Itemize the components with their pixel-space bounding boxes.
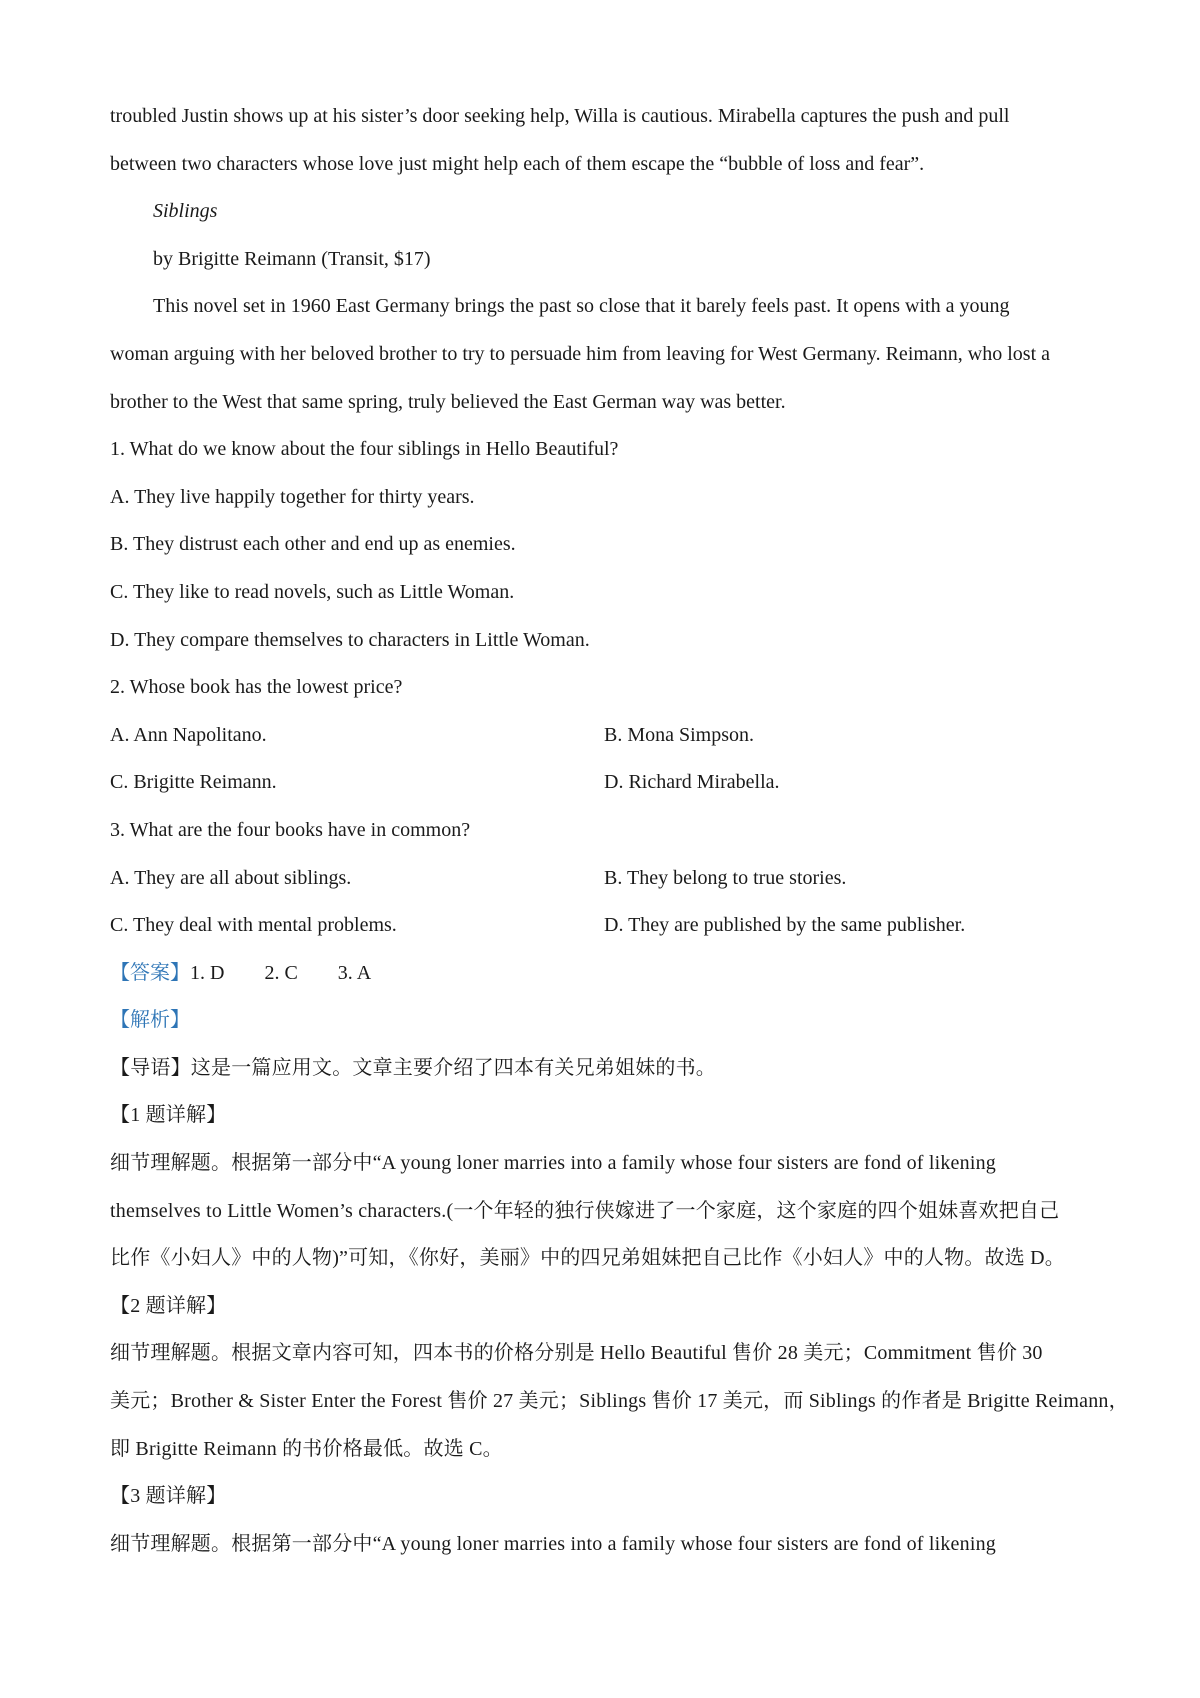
passage-line: between two characters whose love just might help each of them escape the “bubble of loss and fear”. (110, 152, 925, 175)
option-row (110, 759, 1110, 807)
analysis-line: 美元；Brother & Sister Enter the Forest 售价 27 美元；Siblings 售价 17 美元，而 Siblings 的作者是 Brigitte Reimann， (110, 1390, 1129, 1413)
question-option: B. Mona Simpson. (604, 723, 755, 746)
answer-item: 2. C (264, 961, 298, 984)
question-option: B. They belong to true stories. (604, 866, 847, 889)
analysis-line: 细节理解题。根据第一部分中“A young loner marries into a family whose four sisters are fond of likening (110, 1532, 996, 1555)
answer-item: 1. D (190, 961, 225, 984)
question-option: D. They are published by the same publisher. (604, 914, 966, 937)
analysis-line: 细节理解题。根据文章内容可知，四本书的价格分别是 Hello Beautiful 售价 28 美元；Commitment 售价 30 (110, 1342, 1043, 1365)
question-option: D. They compare themselves to characters in Little Woman. (110, 628, 590, 651)
option-row (110, 855, 1110, 903)
question-option: A. Ann Napolitano. (110, 723, 267, 746)
analysis-label: 【解析】 (110, 1009, 190, 1032)
analysis-line: 细节理解题。根据第一部分中“A young loner marries into a family whose four sisters are fond of likening (110, 1152, 996, 1175)
analysis-intro: 【导语】这是一篇应用文。文章主要介绍了四本有关兄弟姐妹的书。 (110, 1056, 716, 1079)
q2-heading: 【2 题详解】 (110, 1294, 227, 1317)
answer-line (110, 950, 1110, 998)
analysis-line: themselves to Little Women’s characters.(一个年轻的独行侠嫁进了一个家庭，这个家庭的四个姐妹喜欢把自己 (110, 1199, 1060, 1222)
book-title: Siblings (153, 200, 218, 223)
question-option: C. They like to read novels, such as Little Woman. (110, 580, 515, 603)
q3-heading: 【3 题详解】 (110, 1485, 227, 1508)
question-stem: 2. Whose book has the lowest price? (110, 676, 403, 699)
document-page (110, 93, 1129, 1568)
question-option: B. They distrust each other and end up as enemies. (110, 533, 516, 556)
question-option: D. Richard Mirabella. (604, 771, 780, 794)
question-option: C. They deal with mental problems. (110, 914, 397, 937)
option-row (110, 902, 1110, 950)
analysis-line: 即 Brigitte Reimann 的书价格最低。故选 C。 (110, 1437, 503, 1460)
passage-line: brother to the West that same spring, truly believed the East German way was better. (110, 390, 786, 413)
passage-line: troubled Justin shows up at his sister’s door seeking help, Willa is cautious. Mirabella captures the push and pull (110, 105, 1010, 127)
question-stem: 3. What are the four books have in common? (110, 818, 471, 841)
answer-label: 【答案】 (110, 961, 190, 984)
option-row (110, 712, 1110, 760)
analysis-line: 比作《小妇人》中的人物)”可知，《你好，美丽》中的四兄弟姐妹把自己比作《小妇人》中的人物。故选 D。 (110, 1247, 1065, 1270)
question-option: A. They live happily together for thirty years. (110, 485, 475, 508)
question-option: C. Brigitte Reimann. (110, 771, 277, 794)
book-byline: by Brigitte Reimann (Transit, $17) (153, 247, 431, 270)
question-option: A. They are all about siblings. (110, 866, 352, 889)
answer-item: 3. A (337, 961, 372, 984)
q1-heading: 【1 题详解】 (110, 1104, 227, 1127)
question-stem: 1. What do we know about the four siblings in Hello Beautiful? (110, 438, 619, 461)
passage-line: This novel set in 1960 East Germany brings the past so close that it barely feels past. It opens with a young (153, 295, 1010, 318)
passage-line: woman arguing with her beloved brother to try to persuade him from leaving for West Germany. Reimann, who lost a (110, 342, 1051, 365)
